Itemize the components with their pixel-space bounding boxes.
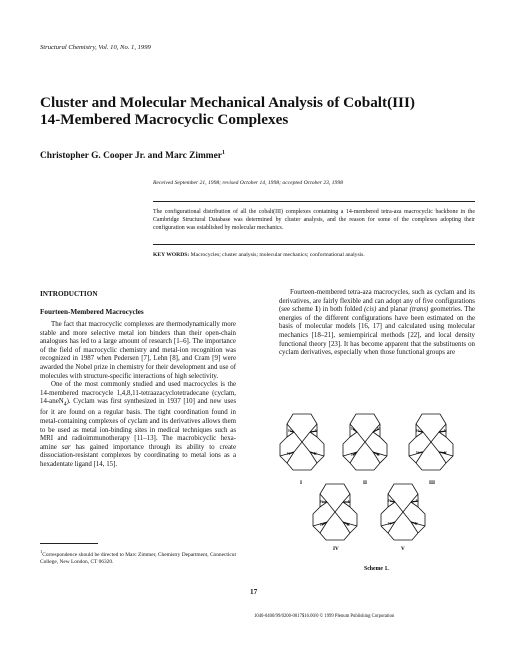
- keywords: [153, 252, 365, 258]
- left-paragraph-1: The fact that macrocyclic complexes are thermodynamically more stable and more selective metal ion binders than their open-chain analogues has led to a large amount of research [1–6]. The importance of the field of macrocyclic chemistry and metal-ion recognition was recognized in 1987 when Pedersen [7], Lehn [8], and Cram [9] were awarded the Nobel prize in chemistry for their development and use of molecules with structure-specific interactions of high selectivity.: [40, 321, 236, 380]
- structure-label: III: [429, 480, 436, 486]
- hydrogen-label: H: [351, 427, 354, 431]
- hydrogen-label: H: [320, 500, 323, 504]
- abstract-text: The configurational distribution of all the cobalt(III) complexes containing a 14-membered tetra-aza macrocyclic backbone in the Cambridge Structural Database was determined by cluster analysis, and the reason for some of the complexes adopting their configuration was established by molecular mechanics.: [153, 209, 475, 231]
- subsection-heading: Fourteen-Membered Macrocycles: [40, 308, 144, 316]
- structure-label: I: [300, 480, 303, 486]
- hydrogen-label: H: [444, 429, 447, 433]
- author-footnote-mark: 1: [221, 150, 225, 156]
- title-line-1: Cluster and Molecular Mechanical Analysis of Cobalt(III): [40, 94, 415, 111]
- right-paragraph-1: Fourteen-membered tetra-aza macrocycles, such as cyclam and its derivatives, are fairly flexible and can adopt any of five configurations (see scheme 1) in both folded (cis) and planar (trans) geometries. The energies of the different configurations have been estimated on the basis of molecular models [16, 17] and calculated using molecular mechanics [18–21], semiempirical methods [22], and local density functional theory [23]. It has become apparent that the substituents on cyclam derivatives, especially when those functional groups are: [279, 289, 475, 357]
- journal-citation: Structural Chemistry, Vol. 10, No. 1, 1999: [40, 44, 151, 51]
- macrocycle-structure-III: [409, 414, 453, 486]
- hydrogen-label: H: [388, 522, 391, 526]
- hydrogen-label: H: [377, 427, 380, 431]
- hydrogen-label: H: [314, 452, 317, 456]
- hydrogen-label: H: [388, 499, 391, 503]
- scheme-caption: Scheme 1.: [364, 566, 389, 572]
- structure-label: II: [363, 480, 368, 486]
- footnote-rule: [40, 543, 98, 544]
- subscript: 4: [63, 401, 67, 408]
- hydrogen-label: H: [320, 523, 323, 527]
- section-heading-introduction: INTRODUCTION: [40, 290, 98, 298]
- hydrogen-label: H: [315, 429, 318, 433]
- ring-bond: [373, 432, 380, 437]
- left-paragraph-2: One of the most commonly studied and used macrocycles is the 14-membered macrocycle 1,4,8,11-tetraazacyclotetradecane (cyclam, 14-aneN$_4$). Cyclam was first synthesized in 1937 [10] and new uses for it are found on a regular basis. The tight coordination found in metal-containing complexes of cyclam and its derivatives allows them to be used as metal ion-binding sites in medical techniques such as MRI and radioimmunotherapy [11–13]. The macrobicyclic hexa-amine sar has gained importance through its ability to create dissociation-resistant complexes by coordinating to metal ions as a hexadentate ligand [14, 15].: [40, 381, 236, 468]
- received-dates: Received September 21, 1998; revised October 14, 1998; accepted October 23, 1998: [153, 180, 343, 186]
- structure-label: IV: [333, 546, 339, 552]
- abstract-bottom-rule: [153, 244, 475, 245]
- macrocycle-structure-II: [343, 414, 387, 486]
- left-column-body: [40, 321, 236, 469]
- macrocycle-structure-I: [280, 414, 324, 486]
- author-names: Christopher G. Cooper Jr. and Marc Zimmer: [40, 151, 222, 162]
- macrocycle-structure-V: [381, 484, 425, 552]
- title-line-2: 14-Membered Macrocyclic Complexes: [40, 111, 289, 128]
- macrocycle-structure-IV: [313, 484, 357, 552]
- hydrogen-label: H: [416, 429, 419, 433]
- hydrogen-label: H: [351, 453, 354, 457]
- hydrogen-label: H: [444, 451, 447, 455]
- hydrogen-label: H: [288, 429, 291, 433]
- hydrogen-label: H: [348, 500, 351, 504]
- hydrogen-label: H: [416, 499, 419, 503]
- hydrogen-label: H: [347, 523, 350, 527]
- ring-bond: [350, 432, 357, 437]
- scheme-1-figure: [276, 400, 486, 572]
- abstract-top-rule: [153, 201, 475, 202]
- footnote: [40, 548, 236, 566]
- keywords-label: KEY WORDS:: [153, 252, 190, 258]
- footnote-text: Correspondence should be directed to Marc Zimmer, Chemistry Department, Connecticut College, New London, CT 06320.: [40, 551, 236, 565]
- copyright-line: 1040-0400/99/0200-0017$16.00/0 © 1999 Plenum Publishing Corporation: [254, 614, 395, 619]
- hydrogen-label: H: [416, 451, 419, 455]
- article-title: [40, 94, 480, 128]
- hydrogen-label: H: [415, 522, 418, 526]
- footnote-mark: 1: [40, 549, 43, 554]
- structure-label: V: [401, 546, 405, 552]
- author-line: [40, 150, 225, 161]
- right-column-body: [279, 289, 475, 358]
- keywords-text: Macrocycles; cluster analysis; molecular mechanics; conformational analysis.: [190, 252, 365, 258]
- hydrogen-label: H: [377, 453, 380, 457]
- page-number: 17: [250, 588, 258, 596]
- hydrogen-label: H: [287, 452, 290, 456]
